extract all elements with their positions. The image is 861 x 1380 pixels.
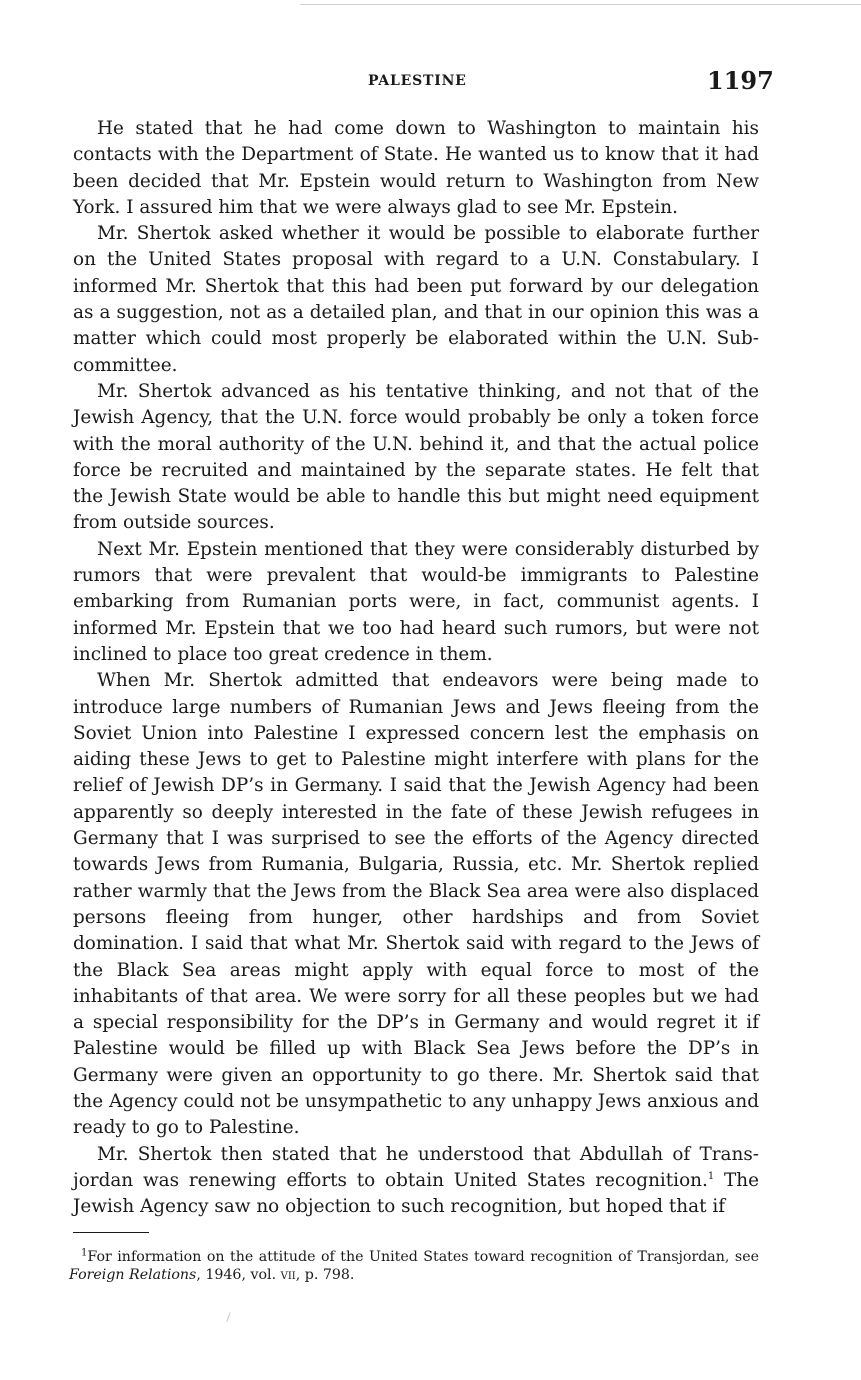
footnote-paragraph: [69, 1248, 759, 1284]
document-body: [73, 116, 759, 1220]
running-title: PALESTINE: [368, 73, 467, 89]
footnote-text-end: , p. 798.: [295, 1267, 355, 1283]
paragraph-4: Next Mr. Epstein mentioned that they were considerably disturbed by rumors that were prevalent that would-be immigrants to Palestine embarking from Rumanian ports were, in fact, communist agents. I informed Mr. Epstein that we too had heard such rumors, but were not inclined to place too great credence in them.: [73, 538, 759, 665]
footnote-text-mid: , 1946, vol.: [196, 1267, 281, 1283]
paragraph-1: He stated that he had come down to Washington to maintain his contacts with the Department of State. He wanted us to know that it had been decided that Mr. Epstein would return to Washington from New York. I assured him that we were always glad to see Mr. Epstein.: [73, 118, 759, 218]
footnote-reference[interactable]: 1: [707, 1170, 715, 1182]
paragraph-3: Mr. Shertok advanced as his tentative thinking, and not that of the Jewish Agency, that the U.N. force would probably be only a token force with the moral authority of the U.N. behind it, and that the actual police force be recruited and maintained by the separate states. He felt that the Jewish State would be able to handle this but might need equipment from outside sources.: [73, 380, 759, 534]
page-number: 1197: [707, 66, 774, 95]
scan-mark: [226, 1312, 230, 1322]
paragraph-5: When Mr. Shertok admitted that endeavors were being made to introduce large numbers of Rumanian Jews and Jews fleeing from the Soviet Union into Palestine I expressed concern lest the emphasis on aiding these Jews to get to Palestine might interfere with plans for the relief of Jewish DP’s in Germany. I said that the Jewish Agency had been apparently so deeply interested in the fate of these Jewish refugees in Germany that I was surprised to see the efforts of the Agency directed towards Jews from Rumania, Bulgaria, Russia, etc. Mr. Shertok replied rather warmly that the Jews from the Black Sea area were also displaced persons fleeing from hunger, other hardships and from Soviet domination. I said that what Mr. Shertok said with regard to the Jews of the Black Sea areas might apply with equal force to most of the inhabitants of that area. We were sorry for all these peoples but we had a special responsibility for the DP’s in Germany and would regret it if Palestine would be filled up with Black Sea Jews before the DP’s in Germany were given an opportunity to go there. Mr. Shertok said that the Agency could not be unsympathetic to any unhappy Jews anxious and ready to go to Palestine.: [73, 670, 759, 1139]
footnote-divider: [73, 1232, 149, 1233]
paragraph-6-text: Mr. Shertok then stated that he understood that Abdullah of Transjordan was renewing efforts to obtain United States recognition.: [73, 1143, 759, 1191]
footnote-source-title: Foreign Relations: [69, 1267, 197, 1283]
footnote-volume: vii: [280, 1267, 296, 1283]
footnote-text: For information on the attitude of the United States toward recognition of Transjordan, see: [87, 1249, 759, 1265]
paragraph-6-text-continued: The Jewish Agency saw no objection to such recognition, but hoped that if: [73, 1169, 760, 1218]
footnote-mark: 1: [81, 1247, 88, 1259]
footnote: [69, 1248, 759, 1284]
paragraph-6: [73, 1142, 759, 1221]
top-edge-rule: [300, 4, 861, 5]
paragraph-2: Mr. Shertok asked whether it would be possible to elaborate further on the United States proposal with regard to a U.N. Constabulary. I informed Mr. Shertok that this had been put forward by our delegation as a suggestion, not as a detailed plan, and that in our opinion this was a matter which could most properly be elaborated within the U.N. Sub-committee.: [73, 223, 759, 376]
